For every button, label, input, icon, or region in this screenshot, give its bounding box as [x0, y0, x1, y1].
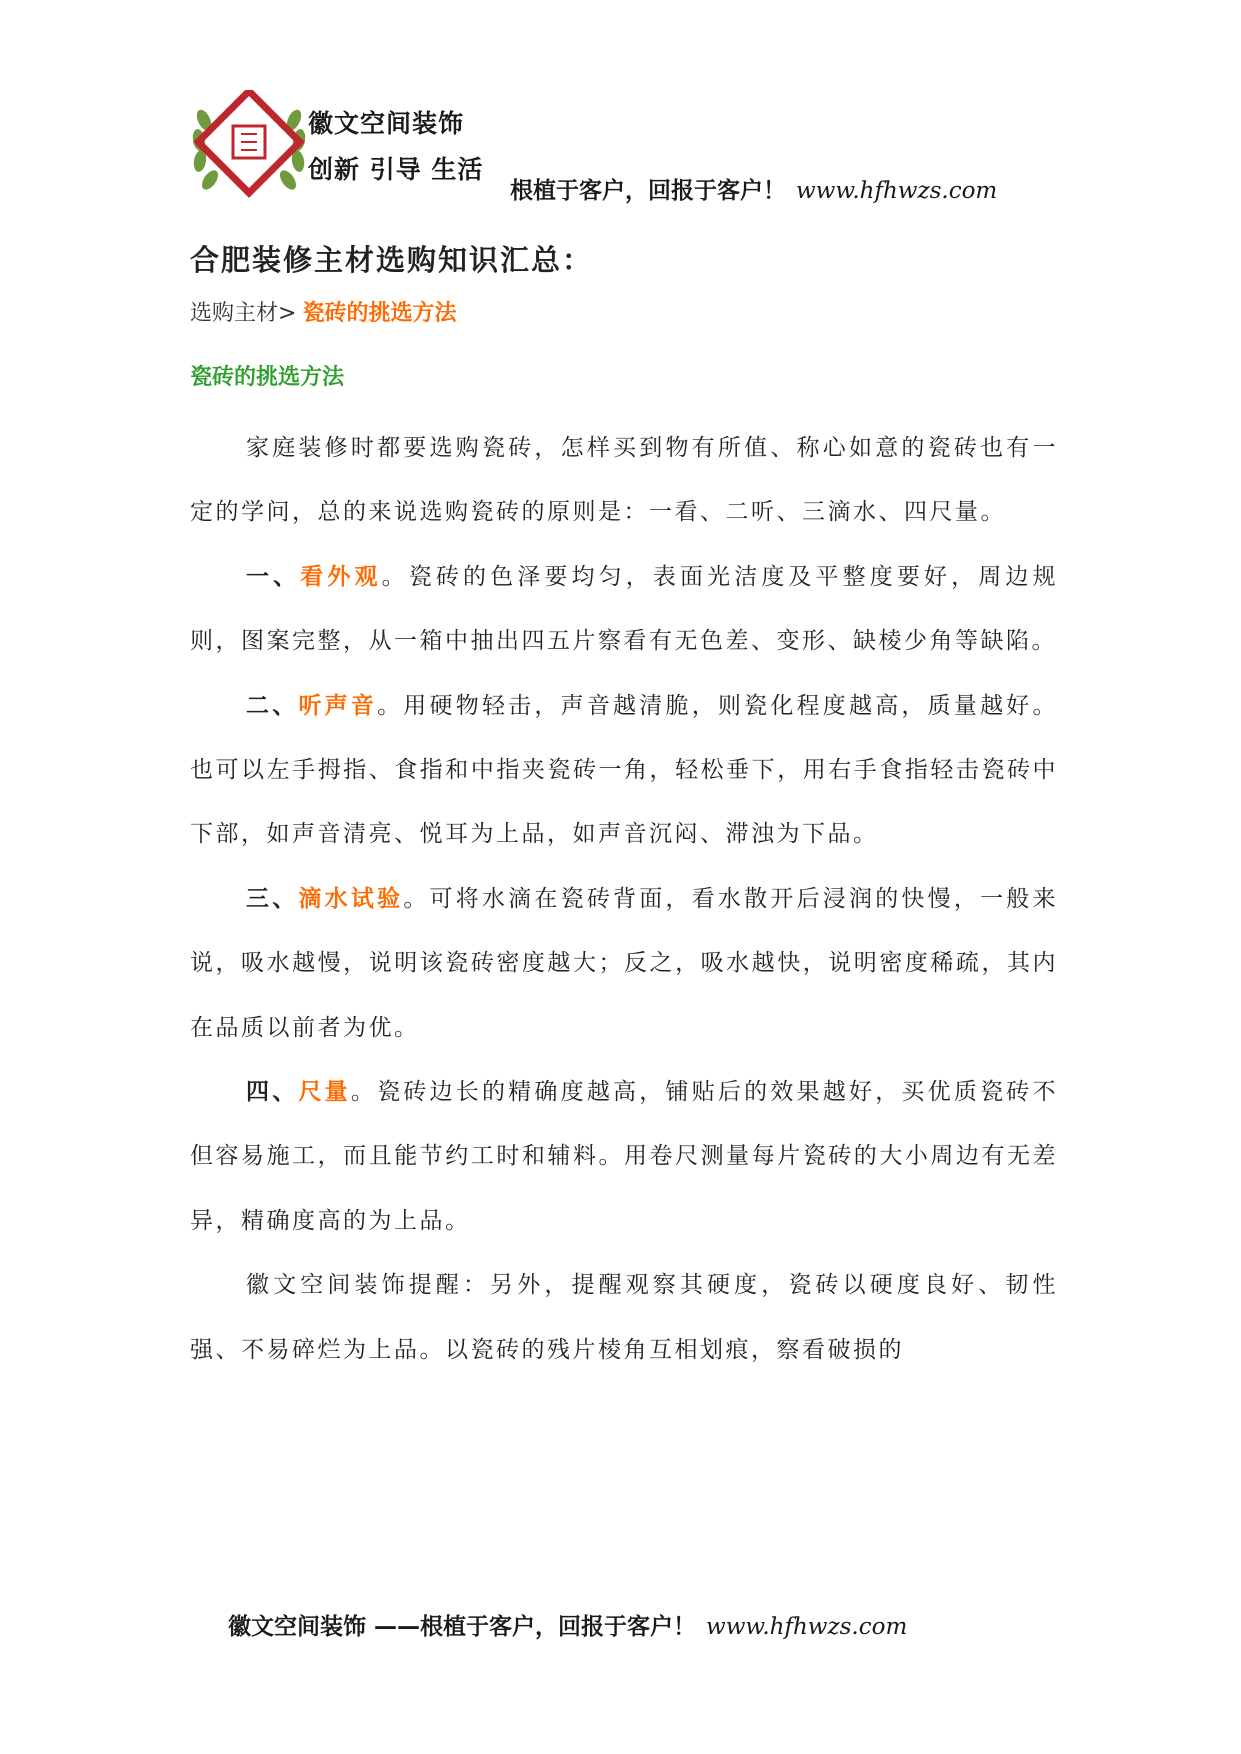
header-slogan-text: 根植于客户，回报于客户！ [510, 178, 786, 204]
article-body [190, 416, 1058, 1382]
point-text: 。用硬物轻击，声音越清脆，则瓷化程度越高，质量越好。也可以左手拇指、食指和中指夹瓷砖一角，轻松垂下，用右手食指轻击瓷砖中下部，如声音清亮、悦耳为上品，如声音沉闷、滞浊为下品。 [190, 692, 1059, 848]
header-url: www.hfhwzs.com [796, 178, 998, 204]
point-number: 四、 [246, 1079, 299, 1106]
page-footer [228, 1608, 907, 1641]
logo-company-name: 徽文空间装饰 [308, 109, 465, 138]
point-keyword: 滴水试验 [298, 885, 404, 912]
point-text: 。可将水滴在瓷砖背面，看水散开后浸润的快慢，一般来说，吸水越慢，说明该瓷砖密度越大；反之，吸水越快，说明密度稀疏，其内在品质以前者为优。 [190, 885, 1059, 1041]
point-paragraph-1 [190, 545, 1058, 674]
footer-company: 徽文空间装饰 [228, 1614, 366, 1640]
point-paragraph-2 [190, 674, 1058, 867]
intro-paragraph: 家庭装修时都要选购瓷砖，怎样买到物有所值、称心如意的瓷砖也有一定的学问，总的来说选购瓷砖的原则是：一看、二听、三滴水、四尺量。 [190, 435, 1058, 526]
point-text: 。瓷砖边长的精确度越高，铺贴后的效果越好，买优质瓷砖不但容易施工，而且能节约工时和辅料。用卷尺测量每片瓷砖的大小周边有无差异，精确度高的为上品。 [190, 1079, 1059, 1234]
breadcrumb [190, 296, 456, 327]
point-number: 一、 [246, 563, 301, 590]
footer-slogan: ——根植于客户，回报于客户！ [374, 1614, 697, 1640]
document-title: 合肥装修主材选购知识汇总： [190, 243, 594, 277]
reminder-paragraph: 徽文空间装饰提醒：另外，提醒观察其硬度，瓷砖以硬度良好、韧性强、不易碎烂为上品。以瓷砖的残片棱角互相划痕，察看破损的 [190, 1272, 1058, 1363]
breadcrumb-parent: 选购主材> [190, 301, 297, 326]
point-keyword: 看外观 [300, 563, 382, 590]
point-paragraph-4 [190, 1060, 1058, 1253]
point-number: 三、 [246, 885, 299, 912]
point-number: 二、 [246, 692, 299, 719]
company-logo [190, 90, 484, 200]
logo-tagline: 创新 引导 生活 [308, 155, 484, 184]
header-slogan [510, 172, 997, 205]
point-keyword: 尺量 [298, 1079, 351, 1106]
footer-url: www.hfhwzs.com [706, 1614, 908, 1640]
point-text: 。瓷砖的色泽要均匀，表面光洁度及平整度要好，周边规则，图案完整，从一箱中抽出四五片察看有无色差、变形、缺棱少角等缺陷。 [190, 563, 1059, 655]
section-heading: 瓷砖的挑选方法 [190, 365, 345, 390]
logo-emblem-icon [190, 90, 308, 200]
point-keyword: 听声音 [298, 692, 378, 719]
breadcrumb-current: 瓷砖的挑选方法 [302, 301, 457, 326]
point-paragraph-3 [190, 867, 1058, 1060]
